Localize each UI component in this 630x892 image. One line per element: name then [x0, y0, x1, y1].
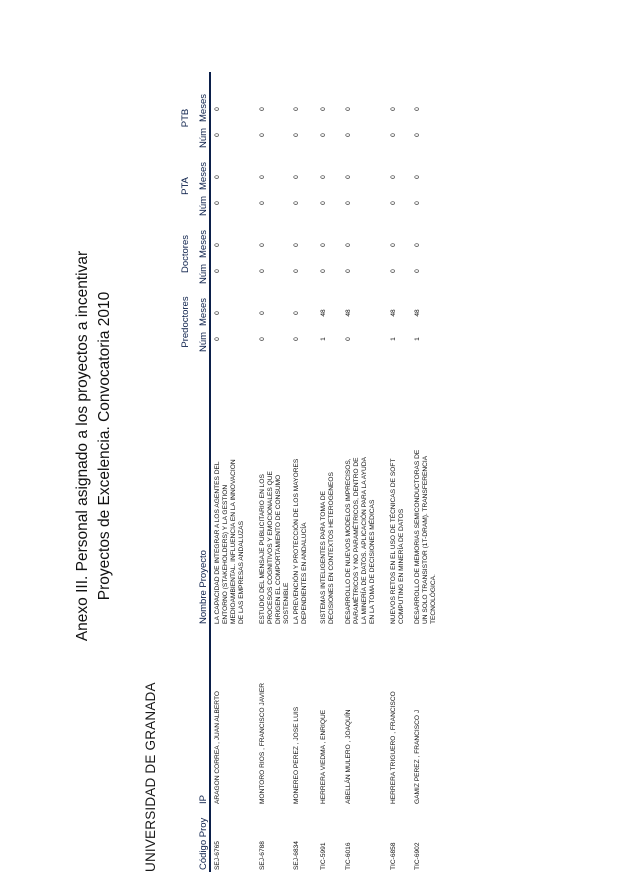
- row-doc-num: 0: [414, 269, 421, 273]
- row-pta-num: 0: [320, 201, 327, 205]
- row-pta-meses: 0: [320, 175, 327, 179]
- row-ptb-num: 0: [214, 133, 221, 137]
- document-subtitle: Proyectos de Excelencia. Convocatoria 2010: [96, 291, 113, 601]
- row-pta-meses: 0: [390, 175, 397, 179]
- row-project-name: LA PREVENCIÓN Y PROTECCIÓN DE LOS MAYORES DEPENDIENTES EN ANDALUCÍA: [293, 458, 308, 624]
- row-ip: MONTORO RIOS , FRANCISCO JAVIER: [259, 682, 266, 804]
- row-code: TIC-6858: [390, 842, 397, 870]
- row-doc-meses: 0: [414, 243, 421, 247]
- group-header-predoctores: Predoctores: [180, 296, 191, 348]
- row-pta-num: 0: [214, 201, 221, 205]
- row-code: SEJ-6834: [293, 841, 300, 870]
- row-predoc-num: 0: [214, 337, 221, 341]
- row-doc-num: 0: [390, 269, 397, 273]
- row-pta-meses: 0: [259, 175, 266, 179]
- row-ptb-num: 0: [414, 133, 421, 137]
- row-predoc-num: 1: [320, 337, 327, 341]
- row-pta-meses: 0: [214, 175, 221, 179]
- row-code: TIC-5991: [320, 842, 327, 870]
- row-code: TIC-6016: [345, 842, 352, 870]
- row-predoc-num: 1: [390, 337, 397, 341]
- header-project-name: Nombre Proyecto: [198, 550, 209, 624]
- row-ip: MONEREO PEREZ , JOSE LUIS: [293, 706, 300, 804]
- row-project-name: DESARROLLO DE NUEVOS MODELOS IMPRECISOS, PARAMÉTRICOS Y NO PARAMÉTRICOS, DENTRO DE LA MINERÍA DE DATOS. APLICACIÓN PARA LA AYUDA EN LA TOMA DE DECISIONES MÉDICAS: [345, 457, 376, 624]
- row-pta-meses: 0: [414, 175, 421, 179]
- row-ip: GAMIZ PEREZ , FRANCISCO J: [414, 709, 421, 804]
- row-predoc-meses: 48: [390, 309, 397, 317]
- row-project-name: NUEVOS RETOS EN EL USO DE TÉCNICAS DE SOFT COMPUTING EN MINERÍA DE DATOS: [390, 458, 405, 624]
- row-ptb-num: 0: [320, 133, 327, 137]
- row-doc-meses: 0: [214, 243, 221, 247]
- subheader-meses: Meses: [198, 298, 209, 326]
- row-predoc-num: 0: [345, 337, 352, 341]
- row-ptb-meses: 0: [293, 107, 300, 111]
- university-name: UNIVERSIDAD DE GRANADA: [143, 682, 158, 872]
- row-ip: HERRERA VIEDMA , ENRIQUE: [320, 709, 327, 804]
- row-pta-num: 0: [414, 201, 421, 205]
- row-doc-meses: 0: [345, 243, 352, 247]
- row-pta-meses: 0: [345, 175, 352, 179]
- row-ip: ABELLÁN MULERO , JOAQUÍN: [345, 709, 352, 804]
- row-pta-meses: 0: [293, 175, 300, 179]
- row-predoc-meses: 48: [345, 309, 352, 317]
- row-ptb-num: 0: [259, 133, 266, 137]
- row-predoc-meses: 0: [214, 311, 221, 315]
- row-ptb-meses: 0: [259, 107, 266, 111]
- subheader-meses: Meses: [198, 94, 209, 122]
- header-ip: IP: [198, 795, 209, 804]
- row-doc-num: 0: [259, 269, 266, 273]
- row-code: SEJ-6788: [259, 841, 266, 870]
- row-doc-meses: 0: [390, 243, 397, 247]
- row-ip: ARAGON CORREA , JUAN ALBERTO: [214, 691, 221, 804]
- row-predoc-num: 0: [293, 337, 300, 341]
- row-ptb-num: 0: [345, 133, 352, 137]
- row-predoc-meses: 48: [414, 309, 421, 317]
- row-predoc-meses: 48: [320, 309, 327, 317]
- row-ptb-num: 0: [390, 133, 397, 137]
- row-predoc-meses: 0: [293, 311, 300, 315]
- row-doc-meses: 0: [293, 243, 300, 247]
- group-header-pta: PTA: [180, 177, 191, 195]
- row-project-name: LA CAPACIDAD DE INTEGRAR A LOS AGENTES DEL ENTORNO (STAKEHOLDERS) Y LA GESTION MEDIOAMBIENTAL. INFLUENCIA EN LA INNOVACION DE LAS EMPRESAS ANDALUZAS: [214, 459, 245, 624]
- group-header-doctores: Doctores: [180, 235, 191, 274]
- subheader-num: Núm: [198, 263, 209, 284]
- row-pta-num: 0: [259, 201, 266, 205]
- row-doc-num: 0: [345, 269, 352, 273]
- row-ptb-num: 0: [293, 133, 300, 137]
- subheader-meses: Meses: [198, 162, 209, 190]
- row-project-name: SISTEMAS INTELIGENTES PARA TOMA DE DECISIONES EN CONTEXTOS HETEROGENEOS: [320, 472, 335, 624]
- row-doc-num: 0: [214, 269, 221, 273]
- row-doc-meses: 0: [320, 243, 327, 247]
- row-ip: HERRERA TRIGUERO , FRANCISCO: [390, 691, 397, 804]
- document-title: Anexo III. Personal asignado a los proyectos a incentivar: [74, 250, 91, 642]
- subheader-num: Núm: [198, 195, 209, 216]
- row-project-name: ESTUDIO DEL MENSAJE PUBLICITARIO EN LOS PROCESOS COGNITIVOS Y EMOCIONALES QUE DIRIGEN EL COMPORTAMIENTO DE CONSUMO SOSTENIBLE: [259, 471, 290, 624]
- row-doc-num: 0: [293, 269, 300, 273]
- group-header-ptb: PTB: [180, 108, 191, 128]
- row-doc-num: 0: [320, 269, 327, 273]
- subheader-num: Núm: [198, 127, 209, 148]
- row-ptb-meses: 0: [320, 107, 327, 111]
- row-project-name: DESARROLLO DE MEMORIAS SEMICONDUCTORAS DE UN SOLO TRANSISTOR (1T-DRAM). TRANSFERENCIA TECNOLÓGICA.: [414, 449, 437, 624]
- row-ptb-meses: 0: [345, 107, 352, 111]
- row-pta-num: 0: [390, 201, 397, 205]
- row-predoc-meses: 0: [259, 311, 266, 315]
- row-doc-meses: 0: [259, 243, 266, 247]
- subheader-num: Núm: [198, 331, 209, 352]
- subheader-meses: Meses: [198, 230, 209, 258]
- row-pta-num: 0: [293, 201, 300, 205]
- row-ptb-meses: 0: [414, 107, 421, 111]
- row-ptb-meses: 0: [214, 107, 221, 111]
- row-predoc-num: 0: [259, 337, 266, 341]
- row-pta-num: 0: [345, 201, 352, 205]
- row-ptb-meses: 0: [390, 107, 397, 111]
- row-predoc-num: 1: [414, 337, 421, 341]
- header-divider: [209, 72, 211, 872]
- row-code: SEJ-6765: [214, 841, 221, 870]
- header-code: Código Proy: [198, 817, 209, 870]
- row-code: TIC-6902: [414, 842, 421, 870]
